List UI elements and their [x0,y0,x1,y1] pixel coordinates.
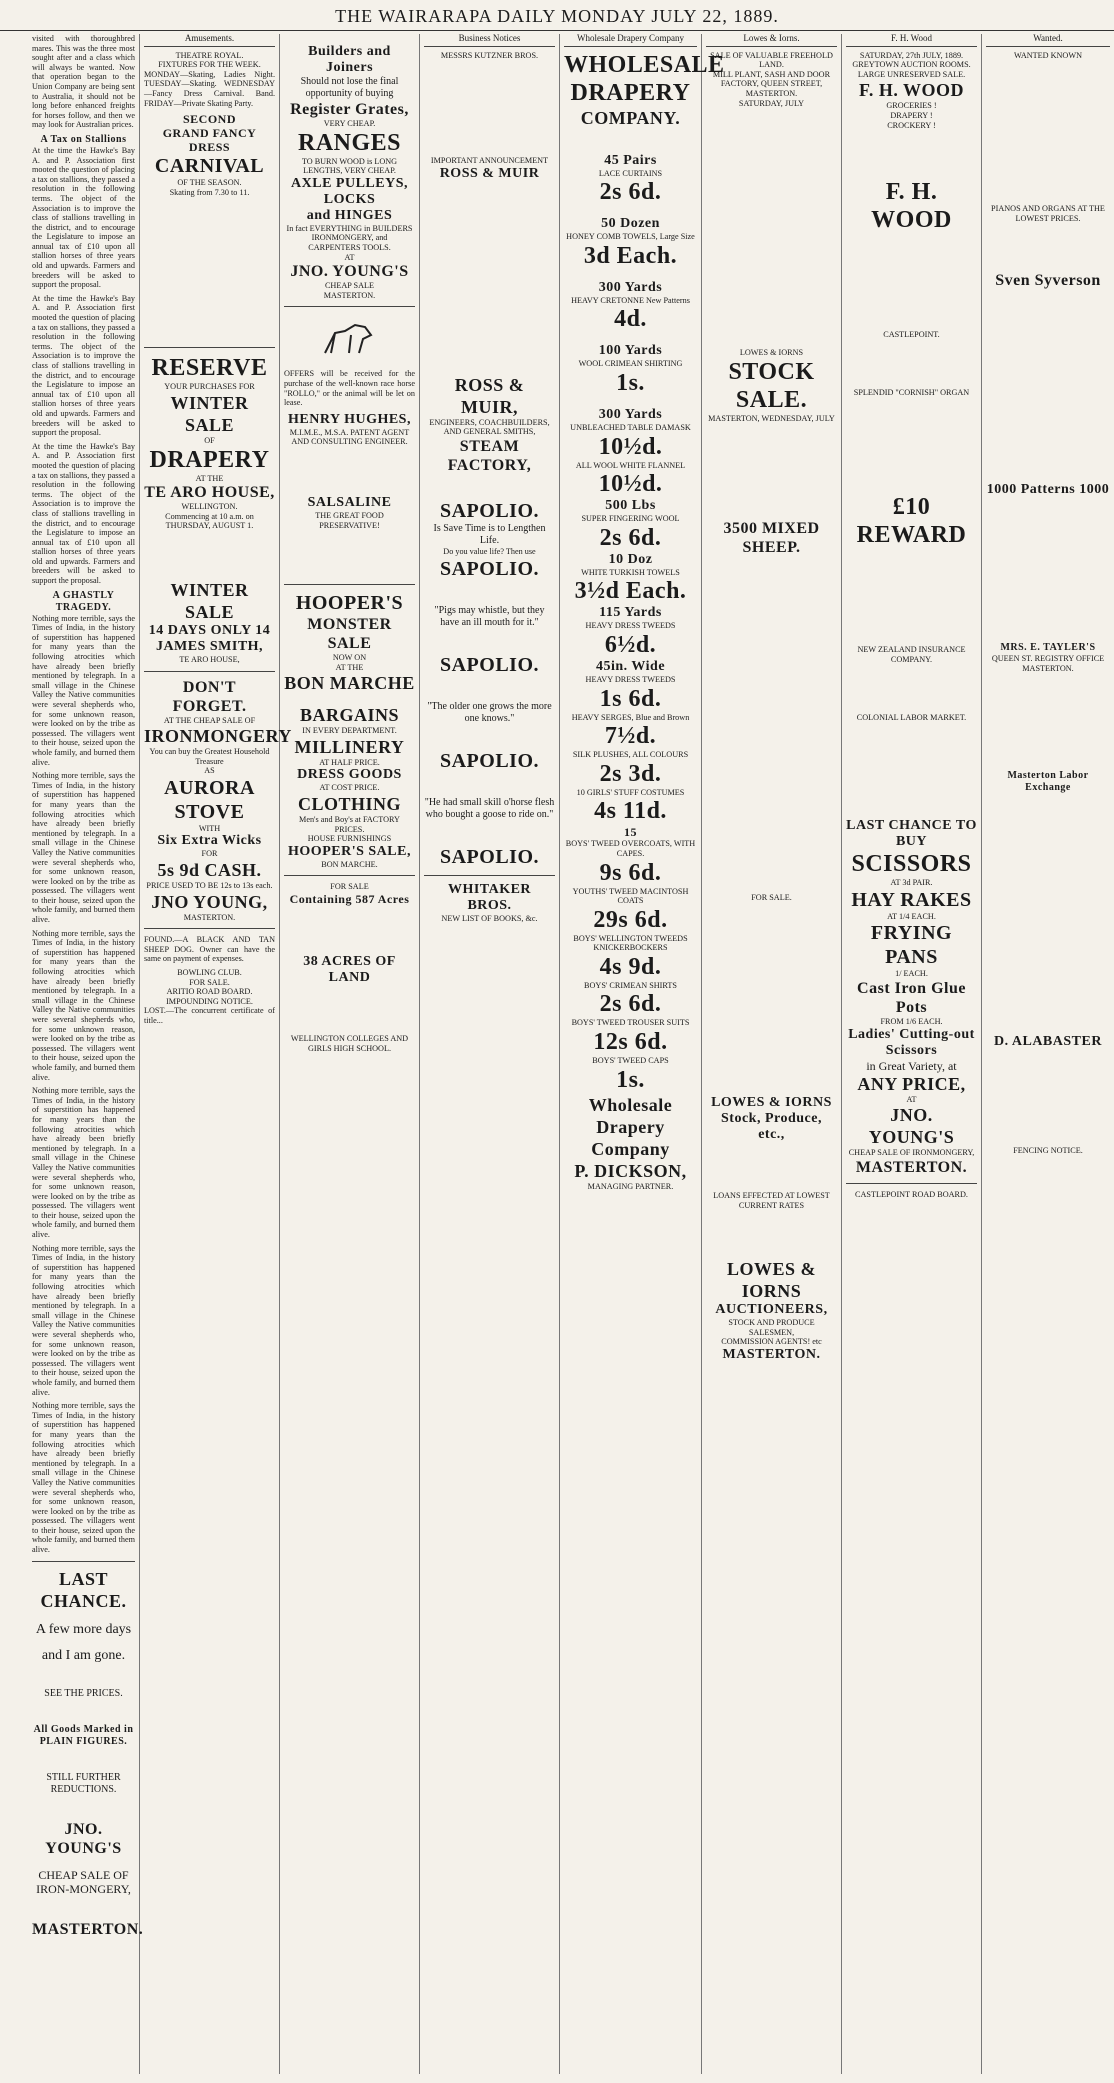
ad-title: and HINGES [306,207,393,223]
ad-title: HENRY HUGHES, [288,411,411,427]
item-price: 1s 6d. [599,685,662,712]
section-header: Wholesale Drapery Company [564,34,697,47]
section-header: Wanted. [986,34,1110,47]
ad-title: RANGES [297,129,402,156]
ad-title: Containing 587 Acres [289,892,410,907]
ad-title: HOOPER'S [295,592,404,615]
ad-title: Company [591,1138,670,1159]
ad-title: Six Extra Wicks [157,833,262,849]
ad-title: MONSTER SALE [307,616,392,653]
item-qty: 100 Yards [598,343,663,359]
article-tragedy: Nothing more terrible, says the Times of India, in the history of superstition has happened for many years than the following atrocities which have already been briefly mentioned by telegraph. In a small village in the Chinese Valley the Native communities were several shepherds who, for some unknown reason, were looked on by the tribe as possessed. The villagers went to their house, seized upon the whole family, and burned them alive. [32,613,135,767]
item-price: 3d Each. [583,242,678,269]
ad-title: FRYING PANS [870,922,953,969]
ad-text: SATURDAY, JULY [738,98,805,108]
ad-text: All Goods Marked in PLAIN FIGURES. [33,1723,134,1747]
ad-text: IMPOUNDING NOTICE. [166,996,253,1006]
ad-title: Ladies' Cutting-out Scissors [848,1026,975,1058]
ad-title: WINTER SALE [170,392,249,435]
item-desc: BOYS' WELLINGTON TWEEDS KNICKERBOCKERS [573,933,688,953]
ad-text: FOR SALE. [751,893,792,903]
ad-text: and I am gone. [41,1647,126,1663]
column-6 [702,34,842,2074]
ad-body: MONDAY—Skating, Ladies Night. TUESDAY—Skating. WEDNESDAY—Fancy Dress Carnival. Band. FRIDAY—Private Skating Party. [144,69,275,108]
ad-text: AT THE [335,662,364,672]
ad-title: GRAND FANCY DRESS [162,126,257,155]
item-qty: 500 Lbs [605,498,656,514]
item-qty: 15 [624,825,637,840]
ad-text: NOW ON [332,653,367,663]
item-qty: 300 Yards [598,279,663,295]
ad-title: LOWES & IORNS [726,1259,817,1302]
ad-title: JNO. YOUNG'S [45,1820,122,1857]
ad-text: VERY CHEAP. [323,119,376,128]
ad-title: CARNIVAL [154,155,265,178]
item-desc: HEAVY DRESS TWEEDS [585,621,676,631]
ad-text: FROM 1/6 EACH. [880,1016,943,1026]
article-tax: At the time the Hawke's Bay A. and P. Association first mooted the question of placing a tax on stallions, they passed a resolution in the following terms. The object of the Association is to improve the class of stallions travelling in the district, and to encourage the Legislature to impose an annual tax of £10 upon all stallion horses of three years old and upwards. Farmers and breeders will be asked to support the proposal. [32,145,136,290]
ad-text: COLONIAL LABOR MARKET. [856,712,967,722]
ad-title: F. H. WOOD [871,179,952,234]
ad-text: AT COST PRICE. [319,783,380,793]
item-qty: 115 Yards [599,605,662,621]
item-desc: WOOL CRIMEAN SHIRTING [578,359,683,369]
ad-title: F. H. WOOD [858,80,965,101]
item-desc: HONEY COMB TOWELS, Large Size [566,232,695,242]
ad-title: Cast Iron Glue Pots [857,979,966,1016]
ad-text: AS [204,766,215,776]
item-price: 4s 11d. [594,798,667,825]
ad-text: WITH [198,823,221,833]
column-5 [560,33,725,2074]
ad-title: SAPOLIO. [439,557,540,580]
article-intro: visited with thoroughbred mares. This was the three most sought after and a class which will always be wanted. Now that operation began to the Union Company are being sent to Australia, it should not be long before enhanced freights for horses follow, and then we may look for Australian prices. [32,34,135,130]
ad-text: CASTLEPOINT ROAD BOARD. [855,1189,968,1199]
ad-body: OFFERS will be received for the purchase of the well-known race horse "ROLLO," or the animal will be let on lease. [284,369,415,408]
ad-title: CLOTHING [297,794,402,815]
ad-title: Masterton Labor Exchange [1007,769,1089,793]
article-tax-cont2: At the time the Hawke's Bay A. and P. Association first mooted the question of placing a tax on stallions, they passed a resolution in the following terms. The object of the Association is to improve the class of stallions travelling in the district, and to encourage the Legislature to impose an annual tax of £10 upon all stallion horses of three years old and upwards. Farmers and breeders will be asked to support the proposal. [32,441,136,586]
ad-title: RESERVE [151,355,268,382]
ad-text: MASTERTON. [1022,663,1074,673]
ad-text: WELLINGTON. [181,502,238,512]
ad-text: CHEAP SALE OF IRON-MONGERY, [36,1867,131,1896]
column-3 [280,34,420,2074]
ad-text: PIANOS AND ORGANS AT THE LOWEST PRICES. [991,204,1105,223]
ad-title: SALSALINE [307,494,392,510]
ad-text: OF [204,435,215,445]
ad-text: NEW LIST OF BOOKS, &c. [441,913,538,923]
ad-text: in Great Variety, at [866,1058,957,1073]
item-price: 6½d. [604,631,657,658]
item-price: 3½d Each. [574,578,687,605]
ad-title: D. ALABASTER [994,1033,1102,1049]
ad-text: IMPORTANT ANNOUNCEMENT [430,156,549,166]
item-price: 1s. [616,369,645,396]
ad-title: MILLINERY [294,736,405,757]
ad-title: JNO. YOUNG'S [868,1105,955,1148]
item-price: 2s 6d. [599,991,662,1018]
ad-text: In fact EVERYTHING in BUILDERS IRONMONGERY, and [286,223,413,243]
article-tax-cont: At the time the Hawke's Bay A. and P. Association first mooted the question of placing a tax on stallions, they passed a resolution in the following terms. The object of the Association is to improve the class of stallions travelling in the district, and to encourage the Legislature to impose an annual tax of £10 upon all stallion horses of three years old and upwards. Farmers and breeders will be asked to support the proposal. [32,293,136,438]
article-tragedy-cont2: Nothing more terrible, says the Times of India, in the history of superstition has happened for many years than the following atrocities which have already been briefly mentioned by telegraph. In a small village in the Chinese Valley the Native communities were several shepherds who, for some unknown reason, were looked on by the tribe as possessed. The villagers went to their house, seized upon the whole family, and burned them alive. [32,928,135,1082]
ad-text: MASTERTON, WEDNESDAY, JULY [708,413,835,423]
item-qty: 45 Pairs [604,152,657,168]
ad-title: 3500 MIXED SHEEP. [723,520,820,557]
ad-title: AUCTIONEERS, [715,1302,828,1318]
ad-text: CROCKERY ! [887,120,936,130]
ad-title: LAST CHANCE TO BUY [846,818,977,850]
ad-title: JNO YOUNG, [151,891,268,912]
ad-title: Sven Syverson [995,272,1101,290]
item-price: 2s 6d. [599,524,662,551]
item-desc: HEAVY CRETONNE New Patterns [571,295,690,305]
ad-title: STEAM FACTORY, [447,437,532,474]
ad-title: HAY RAKES [851,888,972,911]
item-desc: SILK PLUSHES, ALL COLOURS [572,750,689,760]
ad-title: AURORA STOVE [164,776,255,823]
ad-text: LOANS EFFECTED AT LOWEST CURRENT RATES [713,1190,830,1210]
ad-text: DRAPERY ! [890,110,933,120]
heading-last-chance: LAST CHANCE. [40,1568,127,1611]
item-price: 1s. [616,1066,645,1093]
ad-title: ANY PRICE, [857,1073,966,1094]
item-desc: LACE CURTAINS [598,168,663,178]
item-price: 7½d. [604,723,657,750]
ad-text: CHEAP SALE [324,281,375,291]
item-desc: YOUTHS' TWEED MACINTOSH COATS [572,886,689,906]
ad-text: AT THE [195,473,224,483]
ad-title: DRAPERY [149,446,270,473]
ad-title: 1000 Patterns 1000 [986,482,1110,498]
article-tragedy-cont: Nothing more terrible, says the Times of India, in the history of superstition has happened for many years than the following atrocities which have already been briefly mentioned by telegraph. In a small village in the Chinese Valley the Native communities were several shepherds who, for some unknown reason, were looked on by the tribe as possessed. The villagers went to their house, seized upon the whole family, and burned them alive. [32,771,135,925]
masthead [0,0,1114,31]
ad-text: AT HALF PRICE. [319,757,380,767]
ad-text: TO BURN WOOD is LONG [301,156,398,166]
ad-text: Should not lose the final opportunity of buying [300,76,399,99]
column-4 [420,34,560,2074]
ad-title: SAPOLIO. [439,845,540,868]
ad-title: WINTER SALE [170,579,249,622]
ad-title: DRESS GOODS [297,767,402,783]
article-tragedy-cont4: Nothing more terrible, says the Times of India, in the history of superstition has happened for many years than the following atrocities which have already been briefly mentioned by telegraph. In a small village in the Chinese Valley the Native communities were several shepherds who, for some unknown reason, were looked on by the tribe as possessed. The villagers went to their house, seized upon the whole family, and burned them alive. [32,1243,135,1397]
ad-text: FOR SALE [330,882,369,892]
ad-text: OF THE SEASON. [177,178,242,188]
column-7 [842,34,982,2074]
ad-text: QUEEN ST. REGISTRY OFFICE [991,654,1105,664]
ad-title: Builders and Joiners [308,44,391,75]
ad-text: ARITIO ROAD BOARD. [166,987,253,997]
ad-text: "He had small skill o'horse flesh who bought a goose to ride on." [424,796,555,820]
ad-title: BON MARCHE [284,673,415,694]
ad-title: Stock, Produce, etc., [721,1110,822,1142]
ad-title: 5s 9d CASH. [157,860,262,881]
ad-text: AT 3d PAIR. [890,878,933,888]
ad-text: MILL PLANT, SASH AND DOOR FACTORY, QUEEN STREET, MASTERTON. [712,69,831,98]
item-price: 2s 3d. [599,760,662,787]
item-desc: HEAVY DRESS TWEEDS [585,674,676,684]
ad-title: HOOPER'S SALE, [288,843,411,859]
horse-illustration [315,313,385,363]
masthead-title: THE WAIRARAPA DAILY MONDAY JULY 22, 1889. [335,6,779,26]
ad-title: STOCK SALE. [728,358,815,413]
ad-body: LOST.—The concurrent certificate of title... [144,1006,275,1025]
ad-title: 38 ACRES OF LAND [303,954,396,986]
ad-text: MASTERTON. [183,912,236,922]
item-desc: SUPER FINGERING WOOL [581,514,680,524]
section-header: Amusements. [144,34,275,47]
ad-text: FENCING NOTICE. [1013,1145,1083,1155]
section-header: Business Notices [424,34,555,47]
item-qty: 45in. Wide [595,658,666,674]
section-header: F. H. Wood [846,34,977,47]
ad-body: FOUND.—A BLACK AND TAN SHEEP DOG. Owner can have the same on payment of expenses. [144,935,275,964]
column-1 [28,34,144,2074]
ad-title: SAPOLIO. [439,653,540,676]
ad-title: MASTERTON. [855,1158,968,1176]
section-header: Lowes & Iorns. [706,34,837,47]
ad-text: FOR SALE. [189,977,230,987]
ad-text: YOUR PURCHASES FOR [164,382,255,392]
ad-text: SPLENDID "CORNISH" ORGAN [853,387,970,397]
ad-text: SALE OF VALUABLE FREEHOLD LAND. [710,50,833,70]
ad-title: DRAPERY [570,79,691,106]
ad-text: Skating from 7.30 to 11. [169,187,250,197]
ad-text: IN EVERY DEPARTMENT. [302,726,397,736]
ad-text: WANTED KNOWN [1014,50,1082,60]
article-tragedy-cont5: Nothing more terrible, says the Times of India, in the history of superstition has happened for many years than the following atrocities which have already been briefly mentioned by telegraph. In a small village in the Chinese Valley the Native communities were several shepherds who, for some unknown reason, were looked on by the tribe as possessed. The villagers went to their house, seized upon the whole family, and burned them alive. [32,1401,135,1555]
ad-text: THE GREAT FOOD PRESERVATIVE! [315,510,384,530]
item-price: 2s 6d. [599,179,662,206]
ad-text: A few more days [35,1621,132,1637]
ad-text: AT 1/4 EACH. [887,911,936,921]
item-desc: BOYS' TWEED TROUSER SUITS [571,1018,690,1028]
ad-text: THEATRE ROYAL. [175,50,244,60]
ad-title: MRS. E. TAYLER'S [1000,642,1096,654]
heading-tragedy: A GHASTLY TRAGEDY. [52,589,115,613]
ad-title: SECOND [182,112,236,127]
item-desc: UNBLEACHED TABLE DAMASK [570,422,691,432]
ad-text: AT [344,252,355,262]
item-desc: WHITE TURKISH TOWELS [581,567,680,577]
item-qty: 50 Dozen [601,216,660,232]
ad-title: JAMES SMITH, [155,638,264,654]
ad-text: M.I.M.E., M.S.A. PATENT AGENT AND CONSULTING ENGINEER. [289,427,410,447]
ad-text: AT THE CHEAP SALE OF [163,715,256,725]
ad-text: STILL FURTHER REDUCTIONS. [46,1771,121,1795]
ad-text: SATURDAY, 27th JULY, 1889. [859,50,964,60]
ad-title: AXLE PULLEYS, LOCKS [291,175,408,207]
ad-text: LENGTHS, VERY CHEAP. [303,166,396,176]
item-desc: 10 GIRLS' STUFF COSTUMES [576,787,685,797]
ad-text: Men's and Boy's at FACTORY PRICES. [299,815,400,834]
item-price: 29s 6d. [593,906,668,933]
item-desc: BOYS' TWEED OVERCOATS, WITH CAPES. [565,839,696,858]
item-price: 4s 9d. [599,953,662,980]
item-qty: 300 Yards [598,406,663,422]
ad-title: TE ARO HOUSE, [144,484,275,502]
ad-text: CARPENTERS TOOLS. [308,242,391,252]
item-qty: 10 Doz [608,551,653,567]
ad-title: MASTERTON. [32,1920,144,1938]
ad-text: MANAGING PARTNER. [587,1181,674,1191]
ad-text: AT [906,1094,917,1104]
ad-text: Commencing at 10 a.m. on THURSDAY, AUGUST 1. [165,511,254,531]
ad-text: BON MARCHE. [321,859,378,869]
ad-text: You can buy the Greatest Household Treasure [149,747,270,766]
ad-text: GROCERIES ! [886,101,937,111]
ad-title: IRONMONGERY [144,726,292,747]
ad-text: WELLINGTON COLLEGES AND GIRLS HIGH SCHOOL. [290,1034,409,1053]
ad-title: SCISSORS [851,851,972,878]
item-desc: ALL WOOL WHITE FLANNEL [575,460,686,470]
ad-title: DON'T FORGET. [172,678,247,715]
ad-text: GREYTOWN AUCTION ROOMS. [852,60,971,70]
ad-text: FIXTURES FOR THE WEEK. [158,60,261,70]
ad-title: LOWES & IORNS [711,1094,832,1110]
item-price: 12s 6d. [593,1029,668,1056]
ad-text: SEE THE PRICES. [44,1687,123,1699]
ad-text: MESSRS KUTZNER BROS. [440,50,539,60]
column-8 [982,34,1114,2074]
ad-text: "The older one grows the more one knows." [427,700,552,724]
ad-text: 1/ EACH. [895,969,928,979]
ad-title: SAPOLIO. [439,499,540,522]
ad-text: Is Save Time is to Lengthen Life. [433,522,546,546]
ad-title: 14 DAYS ONLY 14 [148,622,271,638]
ad-title: ROSS & MUIR, [454,374,525,417]
ad-text: MASTERTON. [323,290,376,300]
item-price: 10½d. [598,471,663,498]
ad-text: LOWES & IORNS [739,348,804,358]
ad-title: Wholesale Drapery [588,1094,673,1137]
ad-text: ENGINEERS, COACHBUILDERS, AND GENERAL SMITHS, [429,417,550,437]
ad-text: LARGE UNRESERVED SALE. [857,69,966,79]
ad-text: CHEAP SALE OF IRONMONGERY, [848,1148,975,1158]
ad-text: TE ARO HOUSE, [179,654,240,664]
ad-title: COMPANY. [580,107,681,128]
item-desc: HEAVY SERGES, Blue and Brown [571,712,690,722]
ad-text: CASTLEPOINT. [883,330,940,340]
heading-tax: A Tax on Stallions [40,133,127,145]
ad-text: BOWLING CLUB. [177,968,242,978]
ad-text: PRICE USED TO BE 12s to 13s each. [146,881,273,891]
ad-title: BARGAINS [299,705,400,726]
ad-title: P. DICKSON, [574,1160,687,1181]
item-desc: BOYS' CRIMEAN SHIRTS [584,980,677,990]
ad-title: Register Grates, [290,101,409,118]
item-price: 10½d. [598,433,663,460]
ad-title: SAPOLIO. [439,749,540,772]
ad-text: FOR [201,849,218,859]
ad-text: Do you value life? Then use [443,546,536,556]
ad-title: MASTERTON. [722,1346,821,1362]
ad-title: WHOLESALE [564,51,725,78]
ad-title: WHITAKER BROS. [447,881,532,913]
column-2 [140,33,292,2074]
item-price: 9s 6d. [599,859,662,886]
ad-text: COMMISSION AGENTS! etc [721,1337,822,1347]
article-tragedy-cont3: Nothing more terrible, says the Times of India, in the history of superstition has happened for many years than the following atrocities which have already been briefly mentioned by telegraph. In a small village in the Chinese Valley the Native communities were several shepherds who, for some unknown reason, were looked on by the tribe as possessed. The villagers went to their house, seized upon the whole family, and burned them alive. [32,1086,135,1240]
item-desc: BOYS' TWEED CAPS [592,1056,669,1066]
ad-text: NEW ZEALAND INSURANCE COMPANY. [857,645,966,664]
item-price: 4d. [614,306,647,333]
ad-title: £10 REWARD [856,494,967,549]
ad-text: HOUSE FURNISHINGS [307,834,392,844]
ad-text: STOCK AND PRODUCE SALESMEN, [728,1318,815,1337]
ad-title: ROSS & MUIR [439,165,540,181]
ad-text: "Pigs may whistle, but they have an ill mouth for it." [434,604,545,628]
ad-title: JNO. YOUNG'S [290,263,409,281]
